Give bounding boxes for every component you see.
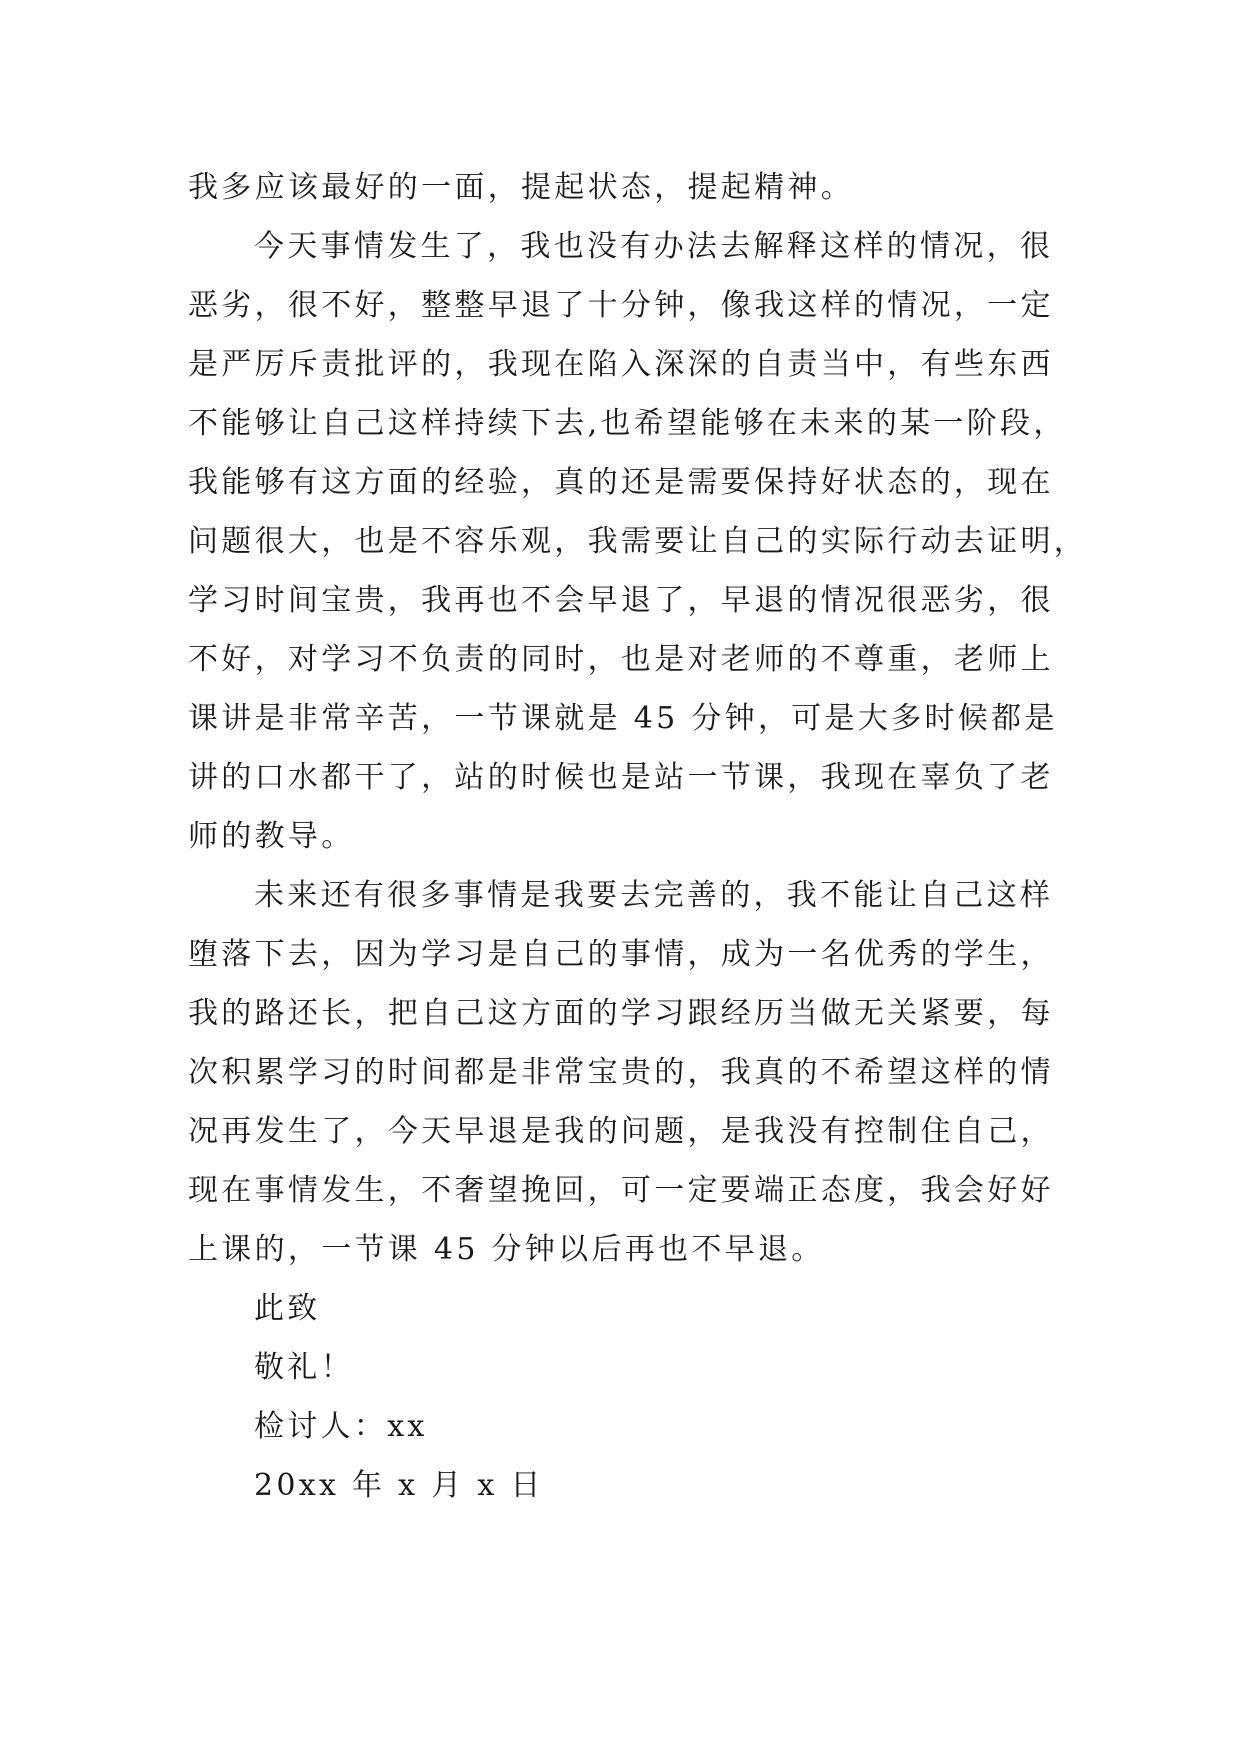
text-line: 次积累学习的时间都是非常宝贵的，我真的不希望这样的情	[188, 1055, 1054, 1090]
paragraph-early-leave-explanation	[188, 217, 1088, 866]
text-line: 我多应该最好的一面，提起状态，提起精神。	[188, 170, 854, 205]
text-line: 我能够有这方面的经验，真的还是需要保持好状态的，现在	[188, 465, 1054, 500]
continuation-paragraph	[188, 158, 1053, 217]
text-line: 是严厉斥责批评的，我现在陷入深深的自责当中，有些东西	[188, 347, 1054, 382]
text-line: 上课的，一节课 45 分钟以后再也不早退。	[188, 1232, 825, 1267]
text-line: 不好，对学习不负责的同时，也是对老师的不尊重，老师上	[188, 642, 1054, 677]
date-line: 20xx 年 x 月 x 日	[254, 1468, 544, 1503]
text-line: 问题很大，也是不容乐观，我需要让自己的实际行动去证明，	[188, 524, 1088, 559]
text-line: 堕落下去，因为学习是自己的事情，成为一名优秀的学生，	[188, 937, 1054, 972]
text-line: 今天事情发生了，我也没有办法去解释这样的情况，很	[254, 229, 1054, 264]
signature-line: 检讨人：xx	[254, 1409, 428, 1444]
text-line: 师的教导。	[188, 819, 355, 854]
text-line: 现在事情发生，不奢望挽回，可一定要端正态度，我会好好	[188, 1173, 1054, 1208]
text-line: 课讲是非常辛苦，一节课就是 45 分钟，可是大多时候都是	[188, 701, 1058, 736]
text-line: 未来还有很多事情是我要去完善的，我不能让自己这样	[254, 878, 1054, 913]
text-line: 况再发生了，今天早退是我的问题，是我没有控制住自己，	[188, 1114, 1054, 1149]
text-line: 恶劣，很不好，整整早退了十分钟，像我这样的情况，一定	[188, 288, 1054, 323]
document-body	[188, 158, 1088, 1515]
text-line: 不能够让自己这样持续下去,也希望能够在未来的某一阶段，	[188, 406, 1067, 441]
paragraph-future-commitment	[188, 866, 1053, 1279]
text-line: 学习时间宝贵，我再也不会早退了，早退的情况很恶劣，很	[188, 583, 1054, 618]
salutation-line-1: 此致	[254, 1291, 321, 1326]
salutation-line-2: 敬礼！	[254, 1350, 354, 1385]
text-line: 我的路还长，把自己这方面的学习跟经历当做无关紧要，每	[188, 996, 1054, 1031]
text-line: 讲的口水都干了，站的时候也是站一节课，我现在辜负了老	[188, 760, 1054, 795]
